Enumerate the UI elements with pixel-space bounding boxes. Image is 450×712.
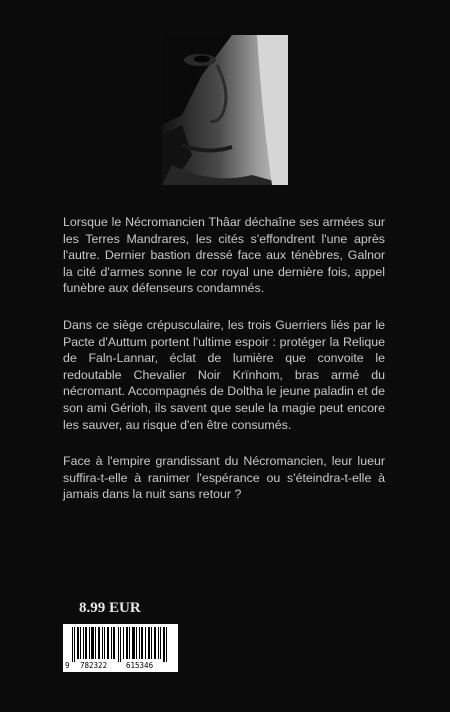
barcode-bars <box>63 624 178 662</box>
cover-face-photo <box>162 35 288 185</box>
price-label: 8.99 EUR <box>79 600 141 616</box>
isbn-barcode <box>63 624 178 672</box>
barcode-group-right: 615346 <box>126 661 154 670</box>
blurb-paragraph-3: Face à l'empire grandissant du Nécromancien, leur lueur suffira-t-elle à ranimer l'espérance ou s'éteindra-t-elle à jamais dans la nuit sans retour ? <box>63 454 385 502</box>
barcode-digit-first: 9 <box>65 661 70 670</box>
barcode-group-left: 782322 <box>80 661 108 670</box>
face-illustration <box>162 35 288 185</box>
back-cover-blurb <box>63 214 385 523</box>
barcode-digits <box>63 660 178 672</box>
blurb-paragraph-1: Lorsque le Nécromancien Thâar déchaîne ses armées sur les Terres Mandrares, les cités s'effondrent l'une après l'autre. Dernier bastion dressé face aux ténèbres, Galnor la cité d'armes sonne le cor royal une dernière fois, appel funèbre aux défenseurs condamnés. <box>63 215 385 296</box>
blurb-paragraph-2: Dans ce siège crépusculaire, les trois Guerriers liés par le Pacte d'Auttum portent l'ultime espoir : protéger la Relique de Faln-Lannar, éclat de lumière que convoite le redoutable Chevalier Noir Krïnhom, bras armé du nécromant. Accompagnés de Doltha le jeune paladin et de son ami Gérioh, ils savent que seule la magie peut encore les sauver, au risque d'en être consumés. <box>63 317 385 432</box>
